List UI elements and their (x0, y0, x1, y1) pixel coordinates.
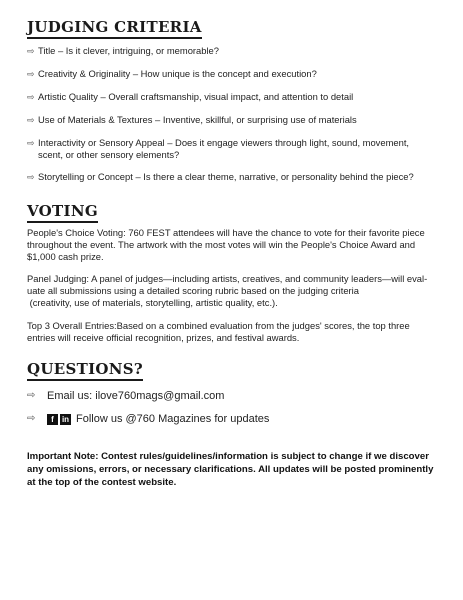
linkedin-icon[interactable]: in (61, 414, 70, 424)
arrow-icon: ⇨ (27, 172, 35, 182)
criterion-artistic-quality: ⇨ Artistic Quality – Overall craftsmanship, visual impact, and attention to detail (27, 91, 354, 102)
criterion-title: ⇨ Title – Is it clever, intriguing, or memorable? (27, 45, 219, 56)
peoples-choice-paragraph: People's Choice Voting: 760 FEST attendees will have the chance to vote for their favorite piece throughout the event. The artwork with the most votes will win the People's Choice Award and $1,000 cash prize. (27, 227, 425, 262)
arrow-icon: ⇨ (27, 413, 36, 424)
arrow-icon: ⇨ (27, 390, 36, 401)
criterion-storytelling: ⇨ Storytelling or Concept – Is there a clear theme, narrative, or personality behind the piece? (27, 171, 414, 182)
facebook-icon[interactable]: f (47, 414, 58, 425)
arrow-icon: ⇨ (27, 69, 35, 79)
questions-heading: QUESTIONS? (27, 360, 143, 381)
judging-criteria-heading: JUDGING CRITERIA (27, 18, 202, 39)
voting-heading: VOTING (27, 202, 98, 223)
arrow-icon: ⇨ (27, 92, 35, 102)
criterion-creativity: ⇨ Creativity & Originality – How unique is the concept and execution? (27, 68, 317, 79)
criterion-materials: ⇨ Use of Materials & Textures – Inventive, skillful, or surprising use of materials (27, 114, 357, 125)
arrow-icon: ⇨ (27, 115, 35, 125)
top3-paragraph: Top 3 Overall Entries:Based on a combined evaluation from the judges' scores, the top three entries will receive official recognition, prizes, and festival awards. (27, 320, 410, 343)
arrow-icon: ⇨ (27, 138, 35, 148)
email-line: ⇨ Email us: ilove760mags@gmail.com (27, 390, 225, 402)
panel-judging-paragraph: Panel Judging: A panel of judges—including artists, creatives, and community leaders—will eval- uate all submissions using a detailed scoring rubric based on the judging criteria (creativity, use of materials, storytelling, artistic quality, etc.). (27, 273, 428, 308)
arrow-icon: ⇨ (27, 46, 35, 56)
criterion-interactivity: ⇨ Interactivity or Sensory Appeal – Does it engage viewers through light, sound, movement, scent, or other sensory elements? (27, 137, 410, 160)
important-note: Important Note: Contest rules/guidelines/information is subject to change if we discover any omissions, errors, or necessary clarifications. All updates will be posted prominently at the top of the contest website. (27, 451, 434, 488)
follow-line: ⇨ f in Follow us @760 Magazines for updates (27, 413, 270, 425)
